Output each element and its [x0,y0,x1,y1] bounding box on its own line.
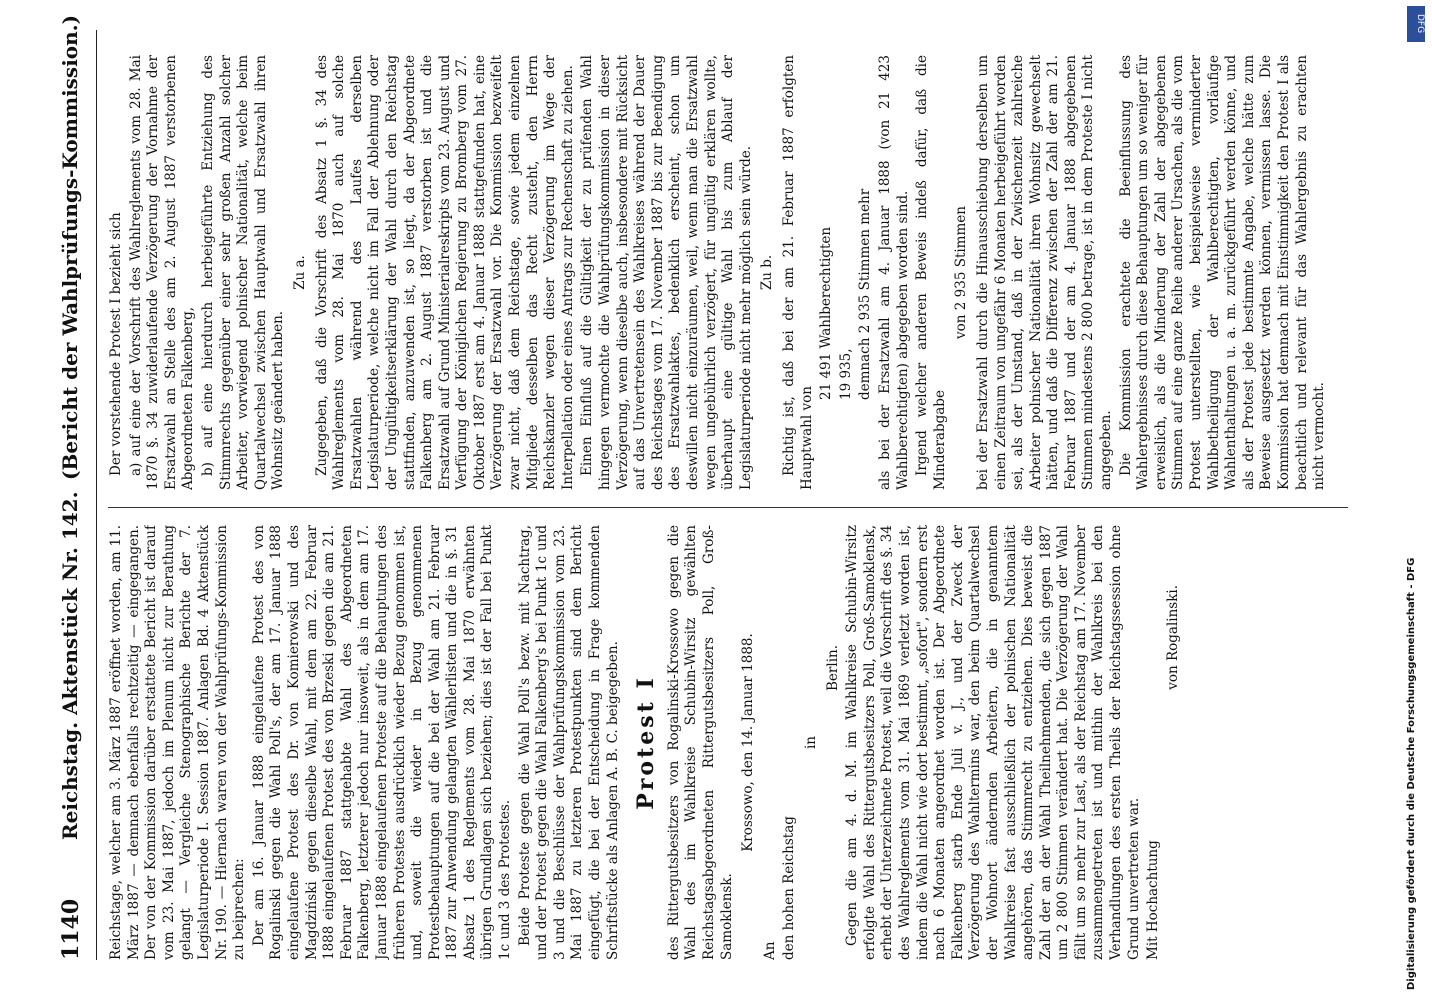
paragraph: Die Kommission erachtete die Beeinflussung des Wahlergebnisses durch diese Behauptungen um so weniger für erweislich, als die Minderung der Zahl der abgegebenen Stimmen auf eine ganze Reihe anderer Ursachen, als die vom Protest unterstellten, wie beispielsweise verminderter Wahlbetheiligung der Wahlberechtigten, vorläufige Wahlenthaltungen u. a. m. zurückgeführt werden könne, und als der Protest jede bestimmte Angabe, welche hätte zum Beweise ausgesetzt werden können, vermissen lasse. Die Kommission hat demnach mit Einstimmigkeit den Protest I als beachtlich und relevant für das Wahlergebnis zu erachten nicht vermocht. [1117,55,1328,490]
closing: Mit Hochachtung [1145,840,1162,960]
number-line: 21 491 Wahlberechtigten [818,226,835,400]
paragraph: Einen Einfluß auf die Gültigkeit der zu prüfenden Wahl hingegen vermochte die Wahlprüfungskommission in dieser Verzögerung, wenn dieselbe auch, insbesondere mit Rücksicht auf das Unvertretensein des Wahlkreises während der Dauer des Reichstages vom 17. November 1887 bis zur Beendigung des Ersatzwahlaktes, bedenklich erscheint, schon um deswillen nicht einzuräumen, weil, wenn man die Ersatzwahl wegen ungebührlich verzögert, für ungültig erklären wollte, überhaupt eine gültige Wahl bis zum Ablauf der Legislaturperiode nicht mehr möglich sein würde. [579,55,754,490]
funding-note: Digitalisierung gefördert durch die Deutsche Forschungsgemeinschaft - DFG [1406,557,1417,990]
address-line: den hohen Reichstag [781,816,798,960]
signature: von Rogalinski. [1164,585,1181,690]
paragraph: a) auf eine der Vorschrift des Wahlreglements vom 28. Mai 1870 §. 34 zuwiderlaufende Verzögerung der Vornahme der Ersatzwahl an Stelle des am 2. August 1887 verstorbenen Abgeordneten Falkenberg, [127,55,197,490]
paragraph: des Rittergutsbesitzers von Rogalinski-Krossowo gegen die Wahl des im Wahlkreise Schubin-Wirsitz gewählten Reichstagsabgeordneten Rittergutsbesitzers Poll, Groß-Samoklensk. [665,525,735,960]
right-column [108,55,1348,490]
subheading: Zu a. [291,255,308,290]
left-column [108,525,1348,960]
paragraph: als bei der Ersatzwahl am 4. Januar 1888 (von 21 423 Wahlberechtigten) abgegeben worden sind. [876,55,911,490]
place-date: Krossowo, den 14. Januar 1888. [740,633,757,852]
address-line: in [802,736,819,750]
header-right-title: (Bericht der Wahlprüfungs-Kommission.) [58,14,82,480]
paragraph: Der am 16. Januar 1888 eingelaufene Protest des von Rogalinski gegen die Wahl Poll's, der am 17. Januar 1888 eingelaufene Protest des Dr. von Komierowski und des Magdziński gegen dieselbe Wahl, mit dem am 22. Februar 1888 eingelaufenen Protest des von Brzeski gegen die am 21. Februar 1887 stattgehabte Wahl des Abgeordneten Falkenberg, letzterer jedoch nur insoweit, als in dem am 17. Januar 1888 eingelaufenen Proteste auf die Behauptungen des früheren Protestes ausdrücklich wieder Bezug genommen ist, und, soweit die wieder in Bezug genommenen Protestbehauptungen auf die bei der Wahl am 21. Februar 1887 zur Anwendung gelangten Wählerlisten und die in §. 31 Absatz 1 des Reglements vom 28. Mai 1870 erwähnten übrigen Grundlagen sich beziehen; dies ist der Fall bei Punkt 1c und 3 des Protestes. [250,525,514,960]
sidebar [1400,0,1430,1000]
paragraph: Gegen die am 4. d. M. im Wahlkreise Schubin-Wirsitz erfolgte Wahl des Rittergutsbesitzers Poll, Groß-Samoklensk, erhebt der Unterzeichnete Protest, weil die Vorschrift des §. 34 des Wahlreglements vom 31. Mai 1869 verletzt worden ist, indem die Wahl nicht wie dort bestimmt, „sofort", sondern erst nach 6 Monaten angeordnet worden ist. Der Abgeordnete Falkenberg starb Ende Juli v. J., und der Zweck der Verzögerung des Wahltermins war, den beim Quartalwechsel der Wohnort ändernden Arbeitern, die in genanntem Wahlkreise fast ausschließlich der polnischen Nationalität angehören, das Stimmrecht zu entziehen. Dies beweist die Zahl der an der Wahl Theilnehmenden, die sich gegen 1887 um 2 800 Stimmen verändert hat. Die Verzögerung der Wahl fällt um so mehr zur Last, als der Reichstag am 17. November zusammengetreten ist und mithin der Wahlkreis bei den Verhandlungen des ersten Theils der Reichstagssession ohne Grund unvertreten war. [844,525,1142,960]
paragraph: Reichstage, welcher am 3. März 1887 eröffnet worden, am 11. März 1887 — demnach ebenfalls rechtzeitig — eingegangen. Der von der Kommission darüber erstattete Bericht ist darauf vom 23. Mai 1887, jedoch im Plenum nicht zur Berathung gelangt — Vergleiche Stenographische Berichte der 7. Legislaturperiode I. Session 1887. Anlagen Bd. 4 Aktenstück Nr. 190. — Hiernach waren von der Wahlprüfungs-Kommission zu beiprechen: [108,525,248,960]
subheading: Zu b. [759,254,776,291]
paragraph: Der vorstehende Protest I bezieht sich [108,212,124,476]
section-title: Protest I [633,675,660,810]
column-divider [108,507,1348,508]
paragraph: Zugegeben, daß die Vorschrift des Absatz 1 §. 34 des Wahlreglements vom 28. Mai 1870 auch auf solche Ersatzwahlen während des Laufes derselben Legislaturperiode, welche nicht im Fall der Ablehnung oder der Ungültigkeitserklärung der Wahl durch den Reichstag stattfinden, anzuwenden ist, so liegt, da der Abgeordnete Falkenberg am 2. August 1887 verstorben ist und die Ersatzwahl auf Grund Ministerialreskripts vom 23. August und Verfügung der Königlichen Regierung zu Bromberg vom 27. Oktober 1887 erst am 4. Januar 1888 stattgefunden hat, eine Verzögerung der Ersatzwahl vor. Die Kommission bezweifelt zwar nicht, daß dem Reichstage, sowie jedem einzelnen Mitgliede desselben das Recht zusteht, den Herrn Reichskanzler wegen dieser Verzögerung im Wege der Interpellation oder eines Antrags zur Rechenschaft zu ziehen. [313,55,576,490]
paragraph: b) auf eine hierdurch herbeigeführte Entziehung des Stimmrechts gegenüber einer sehr großen Anzahl solcher Arbeiter, vorwiegend polnischer Nationalität, welche beim Quartalwechsel zwischen Hauptwahl und Ersatzwahl ihren Wohnsitz geändert haben. [199,55,287,490]
address-line: An [761,941,778,960]
number-line: demnach 2 935 Stimmen mehr [857,188,874,400]
number-line: 19 935, [837,348,854,400]
dfg-logo: DFG [1407,6,1425,42]
paragraph: Irgend welcher anderen Beweis indeß dafür, daß die Minderabgabe [914,55,948,490]
number-line: von 2 935 Stimmen [953,206,970,339]
header-left-title: Reichstag. Aktenstück Nr. 142. [58,491,82,840]
page-number: 1140 [58,898,84,960]
header-rule [96,30,97,960]
paragraph: bei der Ersatzwahl durch die Hinausschiebung derselben um einen Zeitraum von ungefähr 6 Monaten herbeigeführt worden sei, als der Umstand, daß in der Zwischenzeit zahlreiche Arbeiter polnischer Nationalität ihren Wohnsitz gewechselt hätten, und daß die Differenz zwischen der Zahl der am 21. Februar 1887 und der am 4. Januar 1888 abgegebenen Stimmen mindestens 2 800 betrage, ist in dem Proteste I nicht angegeben. [974,55,1115,490]
paragraph: Beide Proteste gegen die Wahl Poll's bezw. mit Nachtrag, und der Protest gegen die Wahl Falkenberg's bei Punkt 1c und 3 und die Beschlüsse der Wahlprüfungskommission vom 23. Mai 1887 zu letzteren Protestpunkten sind dem Bericht eingefügt, die bei der Entscheidung in Frage kommenden Schriftstücke als Anlagen A. B. C. beigegeben. [516,525,621,960]
paragraph: Richtig ist, daß bei der am 21. Februar 1887 erfolgten Hauptwahl von [780,55,815,490]
page-header [52,14,92,960]
address-line: Berlin. [824,645,841,691]
